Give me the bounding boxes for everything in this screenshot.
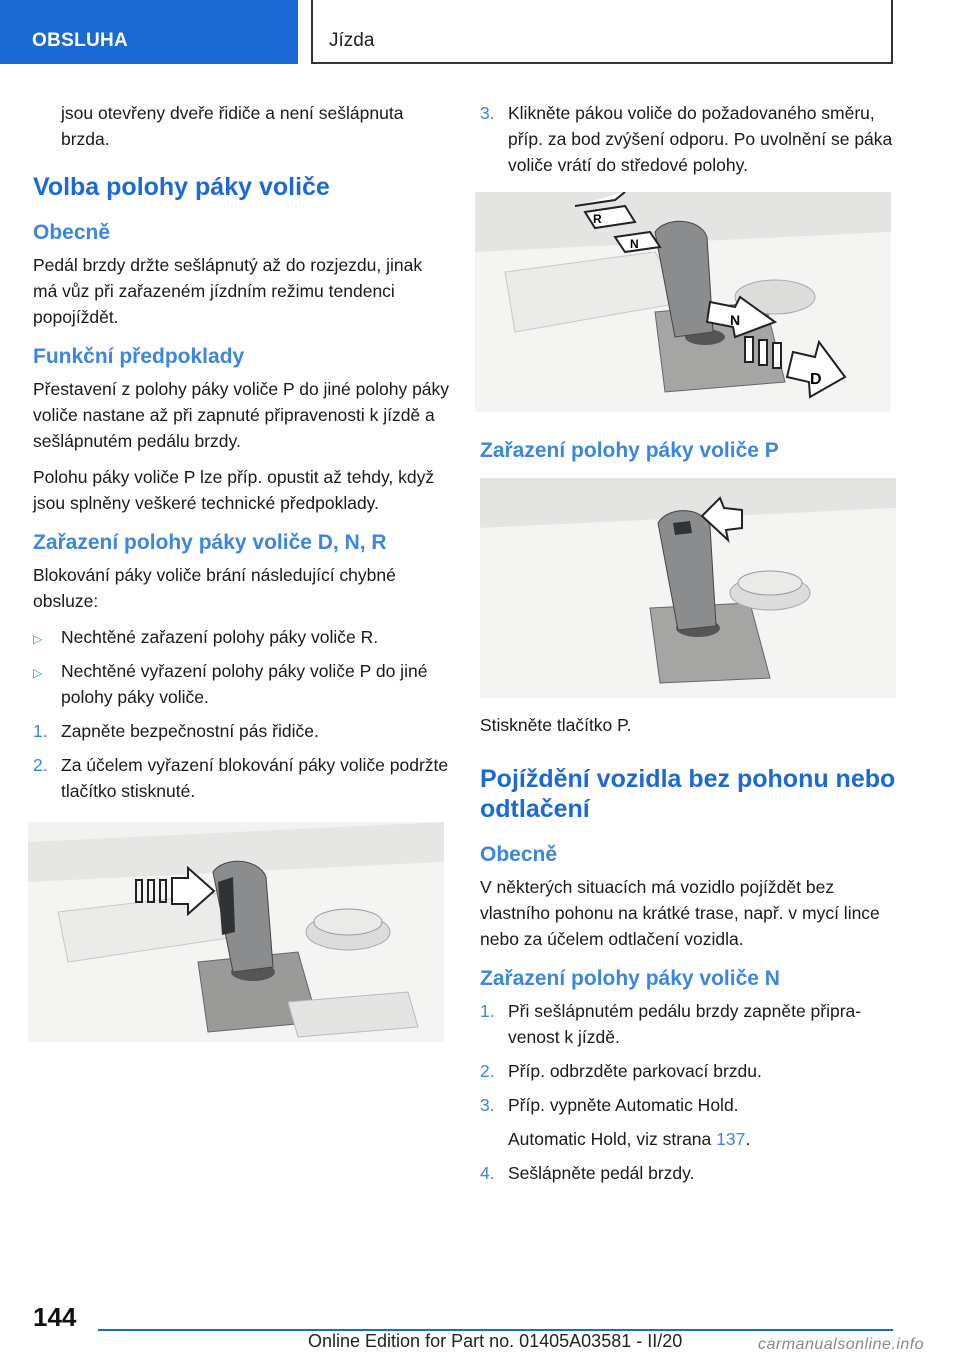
subheading-general: Obecně	[33, 221, 111, 244]
subheading-position-p: Zařazení polohy páky voliče P	[480, 439, 779, 462]
press-p-text: Stiskněte tlačítko P.	[480, 715, 632, 735]
section-tab	[0, 0, 298, 64]
step-item: 4. Sešlápněte pedál brzdy.	[480, 1160, 896, 1186]
prereq-text-2: Polohu páky voliče P lze příp. opustit až tehdy, když jsou splněny veškeré technické předpoklady.	[33, 467, 435, 513]
step-item: 3. Příp. vypněte Automatic Hold.	[480, 1092, 896, 1118]
triangle-bullet-icon: ▷	[33, 666, 43, 680]
subheading-prereq: Funkční předpoklady	[33, 345, 245, 368]
edition-text: Online Edition for Part no. 01405A03581 - II/20	[308, 1331, 683, 1351]
chapter-label: Jízda	[329, 30, 375, 51]
cross-reference: Automatic Hold, viz strana 137.	[508, 1129, 751, 1149]
page-link[interactable]: 137	[716, 1129, 746, 1149]
step-number: 3.	[480, 1095, 495, 1115]
position-label-n: N	[630, 237, 639, 251]
bullet-item: ▷ Nechtěné vyřazení polohy páky voliče P do jiné polohy páky voliče.	[33, 661, 428, 707]
position-label-n2: N	[730, 312, 741, 328]
section-title: Volba polohy páky voliče	[33, 173, 330, 201]
chapter-box	[311, 0, 893, 64]
figure-p-button	[480, 478, 896, 698]
step-number: 4.	[480, 1163, 495, 1183]
page-number: 144	[33, 1302, 77, 1332]
figure-selector-positions	[475, 192, 891, 412]
section-title-towing: Pojíždění vozidla bez pohonu nebo odtlačení	[480, 765, 896, 823]
position-label-d: D	[810, 371, 822, 388]
step-number: 1.	[33, 721, 48, 741]
section-label: OBSLUHA	[32, 30, 129, 51]
bullet-item: ▷ Nechtěné zařazení polohy páky voliče R.	[33, 624, 451, 650]
step-item: 2. Příp. odbrzděte parkovací brzdu.	[480, 1058, 896, 1084]
intro-text: jsou otevřeny dveře řidiče a není sešlápnuta brzda.	[61, 103, 404, 149]
subheading-dnr: Zařazení polohy páky voliče D, N, R	[33, 531, 387, 554]
dnr-text: Blokování páky voliče brání následující chybné obsluze:	[33, 565, 396, 611]
step-number: 3.	[480, 103, 495, 123]
subheading-position-n: Zařazení polohy páky voliče N	[480, 967, 780, 990]
right-column	[480, 100, 896, 1194]
watermark: carmanualsonline.info	[758, 1336, 925, 1353]
step-item: 1. Zapněte bezpečnostní pás řidiče.	[33, 718, 451, 744]
step-number: 2.	[480, 1061, 495, 1081]
left-column	[33, 100, 451, 1042]
step-item: 3. Klikněte pákou voliče do požadovaného směru, příp. za bod zvýšení odporu. Po uvolnění se páka voliče vrátí do středové polohy.	[480, 100, 896, 178]
triangle-bullet-icon: ▷	[33, 632, 43, 646]
step-item: 1. Při sešlápnutém pedálu brzdy zapněte připravenost k jízdě.	[480, 998, 896, 1050]
step-item: 2. Za účelem vyřazení blokování páky voliče podržte tlačítko stisknuté.	[33, 752, 451, 804]
step-number: 2.	[33, 755, 48, 775]
figure-unlock-button	[28, 822, 444, 1042]
subheading-general-right: Obecně	[480, 843, 558, 866]
general-text: Pedál brzdy držte sešlápnutý až do rozjezdu, jinak má vůz při zařazeném jízdním režimu tendenci popojíždět.	[33, 255, 423, 327]
step-number: 1.	[480, 1001, 495, 1021]
position-label-r: R	[593, 212, 602, 226]
prereq-text-1: Přestavení z polohy páky voliče P do jiné polohy páky voliče nastane až při zapnuté připravenosti k jízdě a sešlápnutém pedálu brzdy.	[33, 379, 450, 451]
towing-general-text: V některých situacích má vozidlo pojíždět bez vlastního pohonu na krátké trase, např. v mycí lince nebo za účelem odtlačení vozidla.	[480, 877, 880, 949]
